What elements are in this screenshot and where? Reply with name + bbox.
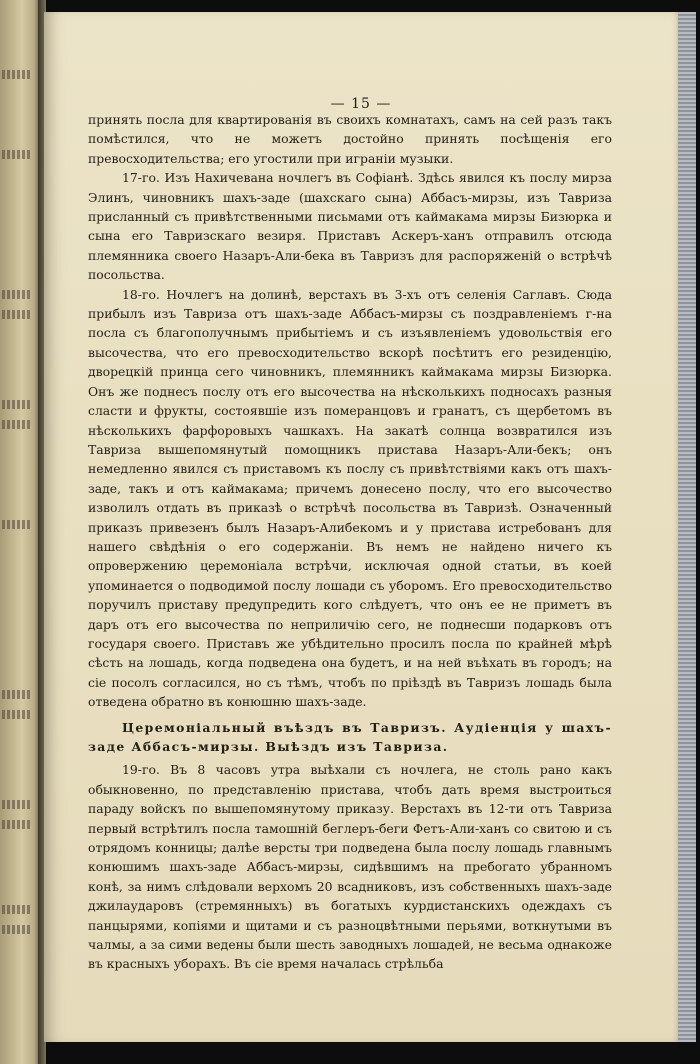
paragraph-19th: 19-го. Въ 8 часовъ утра выѣхали съ ночлега, не столь рано какъ обыкновенно, по представленію пристава, чтобъ дать время выстроиться параду войскъ по вышепомянутому приказу. Верстахъ въ 12-ти отъ Тавриза первый встрѣтилъ посла тамошній беглеръ-беги Фетъ-Али-ханъ со свитою и съ отрядомъ конницы; далѣе версты три подведена была послу лошадь главнымъ конюшимъ шахъ-заде Аббасъ-мирзы, сидѣвшимъ на пребогато убранномъ конѣ, за нимъ слѣдовали верхомъ 20 всадниковъ, изъ собственныхъ шахъ-заде джилаударовъ (стремянныхъ) въ богатыхъ курдистанскихъ одеждахъ съ панцырями, копіями и щитами и съ разноцвѣтными перьями, воткнутыми въ чалмы, а за сими ведены были шесть заводныхъ лошадей, не весьма однакоже въ красныхъ уборахъ. Въ сіе время началась стрѣльба — [88, 762, 612, 972]
page-number: — 15 — — [330, 96, 392, 112]
book-page — [44, 12, 678, 1042]
binding-cloth-edge — [678, 12, 696, 1042]
paragraph-17th: 17-го. Изъ Нахичевана ночлегъ въ Софіанѣ. Здѣсь явился къ послу мирза Элинъ, чиновникъ шахъ-заде (шахскаго сына) Аббасъ-мирзы, изъ Тавриза присланный съ привѣтственными письмами отъ каймакама мирзы Бизюрка и сына его Тавризскаго везиря. Приставъ Аскеръ-ханъ отправилъ отсюда племянника своего Назаръ-Али-бека въ Тавризъ для распоряженій о встрѣчѣ посольства. — [88, 170, 612, 283]
paragraph-continuation: принять посла для квартированія въ своихъ комнатахъ, самъ на сей разъ такъ помѣстился, что не можетъ достойно принять посѣщенія его превосходительства; его угостили при играніи музыки. — [88, 112, 612, 166]
facing-page-edge — [0, 0, 40, 1064]
paragraph-18th: 18-го. Ночлегъ на долинѣ, верстахъ въ 3-хъ отъ селенія Саглавъ. Сюда прибылъ изъ Тавриза отъ шахъ-заде Аббасъ-мирзы съ поздравленіемъ г-на посла съ благополучнымъ прибытіемъ и съ изъявленіемъ удовольствія его высочества, что его превосходительство вскорѣ посѣтитъ его резиденцію, дворецкій принца сего чиновникъ, племянникъ каймакама мирзы Бизюрка. Онъ же поднесъ послу отъ его высочества на нѣсколькихъ подносахъ разныя сласти и фрукты, состоявшіе изъ померанцовъ и гранатъ, съ щербетомъ въ нѣсколькихъ фарфоровыхъ чашкахъ. На закатѣ солнца возвратился изъ Тавриза вышепомянутый помощникъ пристава Назаръ-Али-бекъ; онъ немедленно явился съ приставомъ къ послу съ привѣтствіями какъ отъ шахъ-заде, такъ и отъ каймакама; причемъ донесено послу, что его высочество изволилъ отдать въ приказѣ о встрѣчѣ посольства въ Тавризѣ. Означенный приказъ привезенъ былъ Назаръ-Алибекомъ и у пристава истребованъ для нашего свѣдѣнія о его содержаніи. Въ немъ не найдено ничего къ опровержению церемоніала встрѣчи, исключая одной статьи, въ коей упоминается о подводимой послу лошади съ уборомъ. Его превосходительство поручилъ приставу предупредить кого слѣдуетъ, что онъ ее не приметъ въ даръ отъ его высочества по неприличію сего, не поднесши подарковъ отъ государя своего. Приставъ же убѣдительно просилъ посла по крайней мѣрѣ сѣсть на лошадь, когда подведена она будетъ, и на ней въѣхать въ городъ; на сіе посолъ согласился, но съ тѣмъ, чтобъ по пріѣздѣ въ Тавризъ лошадь была отведена обратно въ конюшню шахъ-заде. — [88, 286, 612, 710]
page-body — [88, 110, 612, 974]
section-heading: Церемоніальный въѣздъ въ Тавризъ. Аудіенція у шахъ-заде Аббасъ-мирзы. Выѣздъ изъ Тавриза. — [88, 719, 612, 754]
